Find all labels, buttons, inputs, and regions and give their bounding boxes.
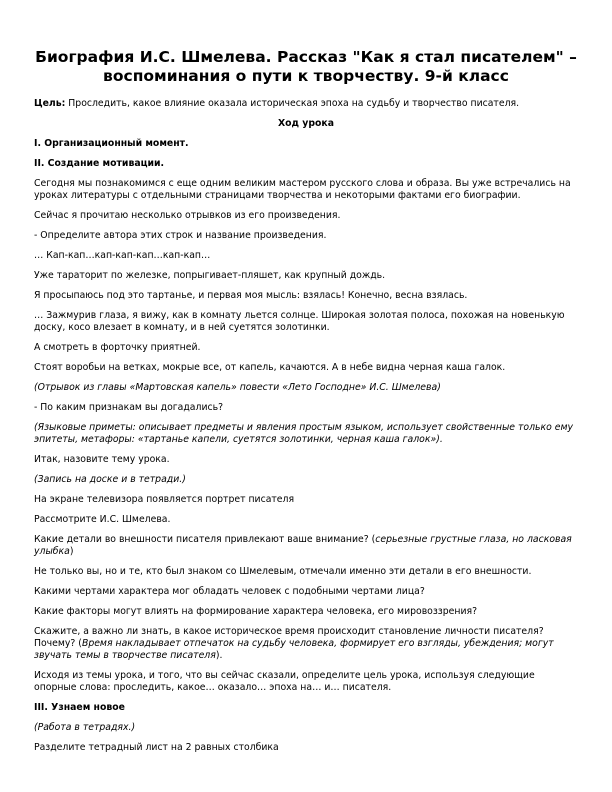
paragraph: Скажите, а важно ли знать, в какое историческое время происходит становление личности писателя? Почему? (Время накладывает отпечаток на судьбу человека, формирует его взгляды, убеждения; могут звучать темы в творчестве писателя). <box>34 626 554 661</box>
goal-text: Проследить, какое влияние оказала историческая эпоха на судьбу и творчество писателя. <box>65 98 520 109</box>
paragraph: Сейчас я прочитаю несколько отрывков из его произведения. <box>34 210 341 221</box>
paragraph: (Отрывок из главы «Мартовская капель» повести «Лето Господне» И.С. Шмелева) <box>34 382 441 393</box>
document-page <box>34 48 578 762</box>
paragraph: Какие факторы могут влиять на формирование характера человека, его мировоззрения? <box>34 606 478 617</box>
paragraph: Я просыпаюсь под это тартанье, и первая моя мысль: взялась! Конечно, весна взялась. <box>34 290 468 301</box>
paragraph: Сегодня мы познакомимся с еще одним великим мастером русского слова и образа. Вы уже встречались на уроках литературы с отдельными страницами творчества и некоторыми фактами его биографии. <box>34 178 571 201</box>
paragraph: Стоят воробьи на ветках, мокрые все, от капель, качаются. А в небе видна черная каша галок. <box>34 362 506 373</box>
goal-label: Цель: <box>34 98 66 109</box>
paragraph: Исходя из темы урока, и того, что вы сейчас сказали, определите цель урока, используя следующие опорные слова: проследить, какое… оказало… эпоха на… и… писателя. <box>34 670 535 693</box>
paragraph: На экране телевизора появляется портрет писателя <box>34 494 295 505</box>
section-heading: I. Организационный момент. <box>34 138 189 149</box>
paragraph: Какими чертами характера мог обладать человек с подобными чертами лица? <box>34 586 425 597</box>
lesson-heading: Ход урока <box>278 118 334 129</box>
paragraph: А смотреть в форточку приятней. <box>34 342 201 353</box>
paragraph: … Кап-кап…кап-кап-кап…кап-кап… <box>34 250 211 261</box>
paragraph: (Запись на доске и в тетради.) <box>34 474 186 485</box>
paragraph: - Определите автора этих строк и название произведения. <box>34 230 327 241</box>
paragraph: - По каким признакам вы догадались? <box>34 402 224 413</box>
paragraph: Рассмотрите И.С. Шмелева. <box>34 514 171 525</box>
paragraph: Итак, назовите тему урока. <box>34 454 170 465</box>
section-heading: III. Узнаем новое <box>34 702 125 713</box>
page-title: Биография И.С. Шмелева. Рассказ "Как я стал писателем" – воспоминания о пути к творчеству. 9-й класс <box>35 48 577 85</box>
paragraph: (Языковые приметы: описывает предметы и явления простым языком, использует свойственные только ему эпитеты, метафоры: «тартанье капели, суетятся золотинки, черная каша галок»). <box>34 422 573 445</box>
paragraph: (Работа в тетрадях.) <box>34 722 136 733</box>
section-heading: II. Создание мотивации. <box>34 158 165 169</box>
paragraph: Уже тараторит по железке, попрыгивает-пляшет, как крупный дождь. <box>34 270 386 281</box>
paragraph: Разделите тетрадный лист на 2 равных столбика <box>34 742 279 753</box>
paragraph: … Зажмурив глаза, я вижу, как в комнату льется солнце. Широкая золотая полоса, похожая на новенькую доску, косо влезает в комнату, и в ней суетятся золотинки. <box>34 310 565 333</box>
lesson-goal <box>34 98 578 110</box>
paragraph: Не только вы, но и те, кто был знаком со Шмелевым, отмечали именно эти детали в его внешности. <box>34 566 532 577</box>
paragraph: Какие детали во внешности писателя привлекают ваше внимание? (серьезные грустные глаза, но ласковая улыбка) <box>34 534 572 557</box>
